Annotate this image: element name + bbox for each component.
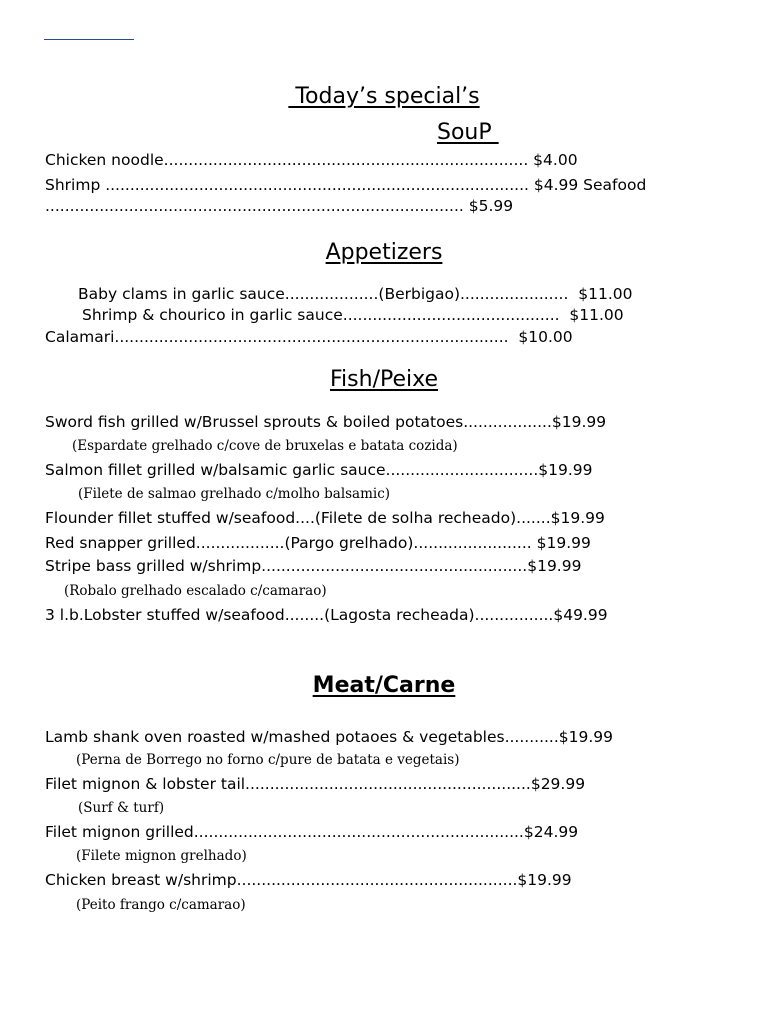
fish-item-note: (Filete de salmao grelhado c/molho balsamic) (78, 486, 391, 502)
fish-item: Sword fish grilled w/Brussel sprouts & boiled potatoes..................$19.99 (45, 413, 607, 431)
appetizers-heading: Appetizers (325, 240, 443, 265)
page-title: Today’s special’s (288, 84, 480, 109)
fish-heading: Fish/Peixe (330, 367, 438, 392)
meat-item-note: (Perna de Borrego no forno c/pure de batata e vegetais) (76, 752, 460, 768)
meat-item-note: (Surf & turf) (78, 800, 165, 816)
meat-item: Filet mignon grilled...................................................................$24.99 (45, 823, 579, 841)
meat-item: Filet mignon & lobster tail..........................................................$29.99 (45, 775, 586, 793)
soup-item-seafood-price: ..................................................................................... $5.99 (45, 197, 514, 215)
fish-item: Red snapper grilled..................(Pargo grelhado)........................ $19.99 (45, 534, 591, 552)
meat-item-note: (Peito frango c/camarao) (76, 897, 246, 913)
appetizer-item: Shrimp & chourico in garlic sauce............................................ $11.00 (82, 306, 624, 324)
header-rule (44, 39, 134, 40)
meat-heading: Meat/Carne (312, 673, 456, 698)
soup-item-shrimp: Shrimp ...................................................................................... $4.99 Seafood (45, 176, 647, 194)
fish-item: Salmon fillet grilled w/balsamic garlic sauce...............................$19.99 (45, 461, 593, 479)
meat-item: Chicken breast w/shrimp.........................................................$19.99 (45, 871, 572, 889)
fish-item-note: (Robalo grelhado escalado c/camarao) (64, 583, 327, 599)
fish-item: Flounder fillet stuffed w/seafood....(Filete de solha recheado).......$19.99 (45, 509, 605, 527)
appetizer-item: Calamari................................................................................ $10.00 (45, 328, 573, 346)
fish-item: Stripe bass grilled w/shrimp......................................................$19.99 (45, 557, 582, 575)
fish-item-note: (Espardate grelhado c/cove de bruxelas e batata cozida) (72, 438, 458, 454)
soup-item-chicken-noodle: Chicken noodle.......................................................................... $4.00 (45, 151, 578, 169)
fish-item: 3 l.b.Lobster stuffed w/seafood........(Lagosta recheada)................$49.99 (45, 606, 608, 624)
appetizer-item: Baby clams in garlic sauce...................(Berbigao)...................... $11.00 (78, 285, 633, 303)
meat-item-note: (Filete mignon grelhado) (76, 848, 247, 864)
meat-item: Lamb shank oven roasted w/mashed potaoes & vegetables...........$19.99 (45, 728, 614, 746)
soup-heading: SouP (437, 120, 499, 145)
